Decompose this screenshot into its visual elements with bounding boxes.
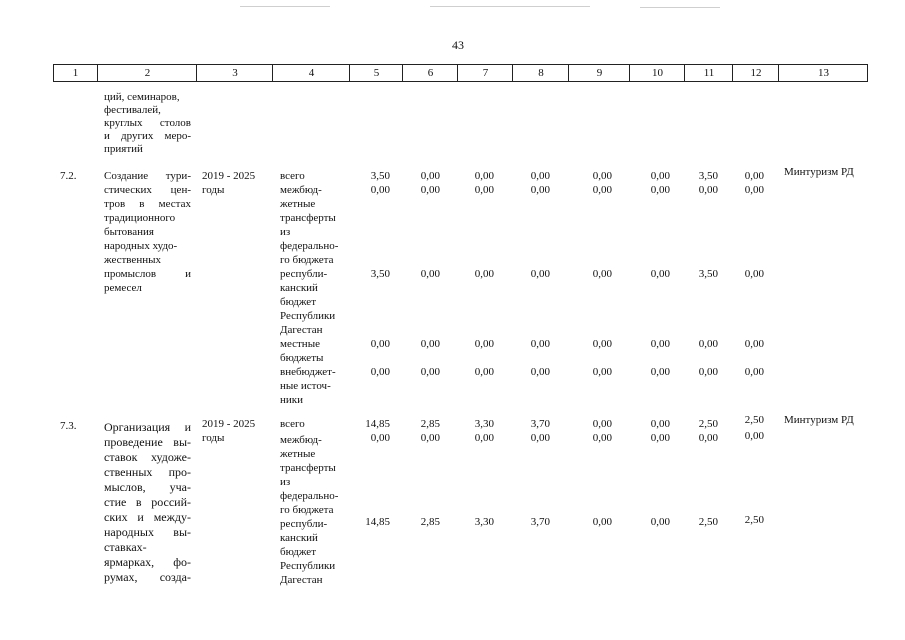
page-number: 43 [452, 38, 464, 52]
source-line: федерально- [280, 240, 339, 252]
row-description-line: бытования [104, 226, 154, 238]
header-col-13: 13 [778, 65, 868, 81]
source-line: жетные [280, 198, 316, 210]
value-cell: 0,00 [420, 432, 440, 444]
source-line: межбюд- [280, 184, 322, 196]
value-cell: 0,00 [650, 418, 670, 430]
source-line: всего [280, 418, 305, 430]
source-line: республи- [280, 268, 328, 280]
value-cell: 0,00 [370, 432, 390, 444]
row-description-line: ственных про- [104, 465, 191, 479]
value-cell: 0,00 [744, 338, 764, 350]
value-cell: 0,00 [592, 366, 612, 378]
source-line: го бюджета [280, 504, 334, 516]
source-line: бюджет [280, 546, 316, 558]
value-cell: 0,00 [530, 338, 550, 350]
row-executor: Минтуризм РД [784, 166, 854, 178]
scan-artifact [240, 6, 330, 7]
source-line: местные [280, 338, 320, 350]
source-line: внебюджет- [280, 366, 336, 378]
scan-artifact [640, 7, 720, 8]
header-col-5: 5 [349, 65, 403, 81]
value-cell: 0,00 [420, 184, 440, 196]
row-description-line: жественных [104, 254, 161, 266]
value-cell: 0,00 [530, 170, 550, 182]
table-header [53, 64, 868, 82]
value-cell: 0,00 [592, 170, 612, 182]
value-cell: 0,00 [420, 366, 440, 378]
row-years-suffix: годы [202, 184, 225, 196]
row-number: 7.2. [60, 170, 77, 182]
row-years: 2019 - 2025 [202, 418, 256, 430]
source-line: го бюджета [280, 254, 334, 266]
source-line: межбюд- [280, 434, 322, 446]
value-cell: 0,00 [530, 366, 550, 378]
source-line: из [280, 476, 291, 488]
header-col-1: 1 [72, 67, 79, 79]
source-line: трансферты [280, 212, 336, 224]
row-years-suffix: годы [202, 432, 225, 444]
value-cell: 0,00 [698, 338, 718, 350]
source-line: ники [280, 394, 304, 406]
value-cell: 0,00 [474, 268, 494, 280]
value-cell: 0,00 [744, 366, 764, 378]
value-cell: 0,00 [698, 432, 718, 444]
value-cell: 0,00 [474, 366, 494, 378]
row-description-line: тров в местах [104, 198, 191, 210]
header-col-6: 6 [402, 65, 458, 81]
row-description-line: народных вы- [104, 525, 191, 539]
header-col-9: 9 [568, 65, 630, 81]
row-description-line: ярмарках, фо- [104, 555, 191, 569]
value-cell: 0,00 [420, 268, 440, 280]
value-cell: 0,00 [744, 430, 764, 442]
value-cell: 0,00 [650, 338, 670, 350]
value-cell: 0,00 [530, 184, 550, 196]
row-years: 2019 - 2025 [202, 170, 256, 182]
source-line: Дагестан [280, 324, 323, 336]
value-cell: 2,50 [744, 414, 764, 426]
row-description-line: мыслов, уча- [104, 480, 191, 494]
value-cell: 3,50 [370, 268, 390, 280]
header-col-3: 3 [196, 65, 273, 81]
value-cell: 0,00 [474, 170, 494, 182]
source-line: федерально- [280, 490, 339, 502]
continuation-line: приятий [104, 143, 143, 155]
value-cell: 0,00 [370, 184, 390, 196]
source-line: жетные [280, 448, 316, 460]
row-number: 7.3. [60, 420, 77, 432]
source-line: трансферты [280, 462, 336, 474]
value-cell: 0,00 [650, 184, 670, 196]
value-cell: 0,00 [592, 516, 612, 528]
row-description-line: ставок художе- [104, 450, 191, 464]
value-cell: 0,00 [474, 338, 494, 350]
scan-artifact [430, 6, 590, 7]
header-col-11: 11 [684, 65, 733, 81]
value-cell: 0,00 [698, 366, 718, 378]
value-cell: 0,00 [650, 268, 670, 280]
row-executor: Минтуризм РД [784, 414, 854, 426]
source-line: Дагестан [280, 574, 323, 586]
source-line: бюджеты [280, 352, 324, 364]
value-cell: 0,00 [592, 432, 612, 444]
value-cell: 3,30 [474, 516, 494, 528]
value-cell: 0,00 [474, 432, 494, 444]
value-cell: 0,00 [592, 268, 612, 280]
value-cell: 0,00 [650, 170, 670, 182]
value-cell: 0,00 [592, 184, 612, 196]
row-description-line: ремесел [104, 282, 142, 294]
row-description-line: ских и между- [104, 510, 191, 524]
value-cell: 3,70 [530, 516, 550, 528]
source-line: республи- [280, 518, 328, 530]
source-line: бюджет [280, 296, 316, 308]
value-cell: 0,00 [420, 338, 440, 350]
row-description-line: проведение вы- [104, 435, 191, 449]
value-cell: 2,50 [698, 418, 718, 430]
value-cell: 0,00 [592, 338, 612, 350]
value-cell: 2,85 [420, 516, 440, 528]
value-cell: 0,00 [474, 184, 494, 196]
value-cell: 3,50 [370, 170, 390, 182]
value-cell: 2,50 [698, 516, 718, 528]
row-description-line: Создание тури- [104, 170, 191, 182]
value-cell: 3,50 [698, 170, 718, 182]
value-cell: 0,00 [650, 432, 670, 444]
continuation-line: круглых столов [104, 117, 191, 129]
header-col-12: 12 [732, 65, 779, 81]
header-col-2: 2 [97, 65, 197, 81]
source-line: Республики [280, 560, 336, 572]
header-col-8: 8 [512, 65, 569, 81]
row-description-line: народных худо- [104, 240, 178, 252]
value-cell: 0,00 [744, 268, 764, 280]
row-description-line: стие в россий- [104, 495, 191, 509]
value-cell: 0,00 [650, 516, 670, 528]
source-line: из [280, 226, 291, 238]
value-cell: 0,00 [530, 432, 550, 444]
value-cell: 3,70 [530, 418, 550, 430]
value-cell: 0,00 [650, 366, 670, 378]
row-description-line: Организация и [104, 420, 191, 434]
value-cell: 0,00 [592, 418, 612, 430]
value-cell: 3,50 [698, 268, 718, 280]
continuation-line: фестивалей, [104, 104, 161, 116]
row-description-line: румах, созда- [104, 570, 191, 584]
value-cell: 0,00 [530, 268, 550, 280]
value-cell: 0,00 [744, 184, 764, 196]
row-description-line: традиционного [104, 212, 176, 224]
source-line: всего [280, 170, 305, 182]
source-line: ные источ- [280, 380, 331, 392]
row-description-line: промыслов и [104, 268, 191, 280]
source-line: Республики [280, 310, 336, 322]
continuation-line: ций, семинаров, [104, 91, 180, 103]
value-cell: 0,00 [420, 170, 440, 182]
row-description-line: стических цен- [104, 184, 191, 196]
value-cell: 0,00 [370, 366, 390, 378]
header-col-7: 7 [457, 65, 513, 81]
source-line: канский [280, 282, 318, 294]
value-cell: 14,85 [365, 418, 390, 430]
row-description-line: ставках- [104, 540, 147, 554]
value-cell: 0,00 [698, 184, 718, 196]
value-cell: 3,30 [474, 418, 494, 430]
header-col-4: 4 [272, 65, 350, 81]
value-cell: 0,00 [370, 338, 390, 350]
value-cell: 0,00 [744, 170, 764, 182]
source-line: канский [280, 532, 318, 544]
value-cell: 14,85 [365, 516, 390, 528]
continuation-line: и других меро- [104, 130, 191, 142]
value-cell: 2,50 [744, 514, 764, 526]
value-cell: 2,85 [420, 418, 440, 430]
header-col-10: 10 [629, 65, 685, 81]
